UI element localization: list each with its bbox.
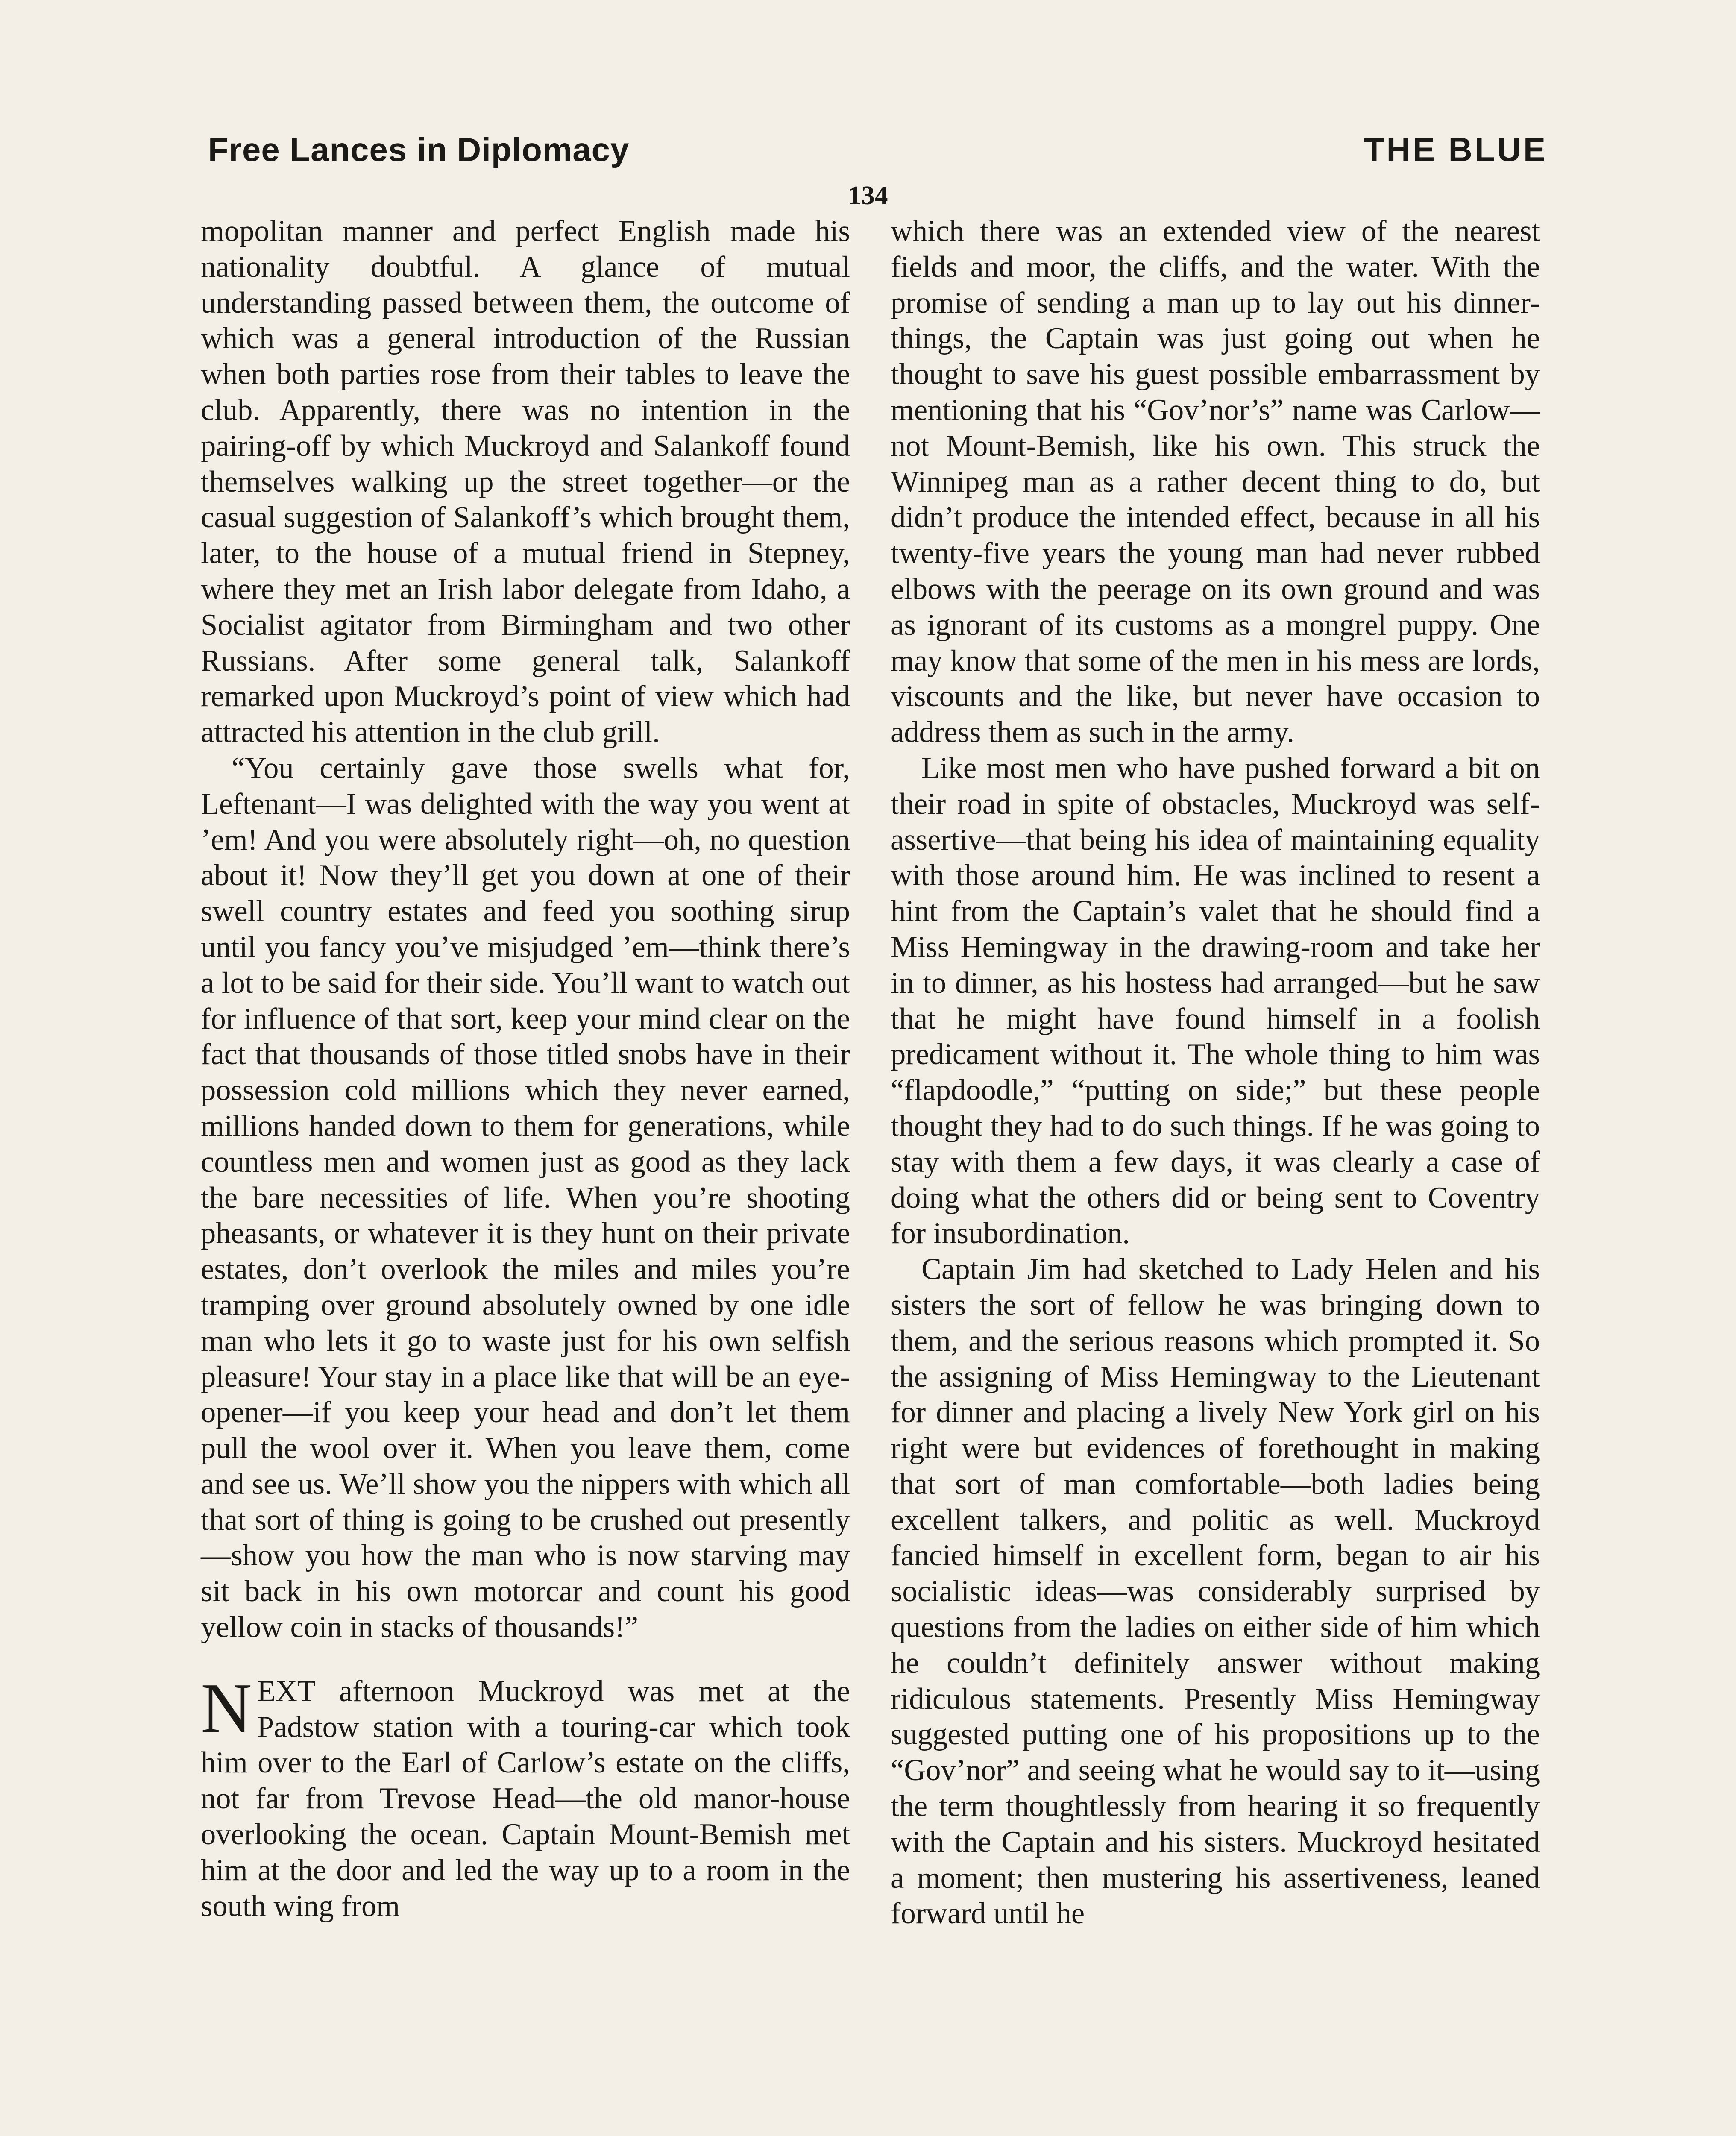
right-paragraph-3: Captain Jim had sketched to Lady Helen and his sisters the sort of fellow he was bringing down to them, and the serious reasons which prompted it. So the assigning of Miss Hemingway to the Lieutenant for dinner and placing a lively New York girl on his right were but evidences of forethought in making that sort of man comfortable—both ladies being excellent talkers, and politic as well. Muckroyd fancied himself in excellent form, began to air his socialistic ideas—was considerably surprised by questions from the ladies on either side of him which he couldn’t definitely answer without making ridiculous statements. Presently Miss Hemingway suggested putting one of his propositions up to the “Gov’nor” and seeing what he would say to it—using the term thoughtlessly from hearing it so frequently with the Captain and his sisters. Muckroyd hesitated a moment; then mustering his assertiveness, leaned forward until he (891, 1253, 1540, 1931)
left-column (201, 214, 850, 1924)
left-paragraph-3-text: afternoon Muckroyd was met at the Padstow station with a touring-car which took him over to the Earl of Carlow’s estate on the cliffs, not far from Trevose Head—the old manor-house overlooking the ocean. Captain Mount-Bemish met him at the door and led the way up to a room in the south wing from (201, 1674, 850, 1923)
left-paragraph-3 (201, 1668, 850, 1925)
page-number: 134 (848, 181, 888, 210)
small-caps-opening: EXT (257, 1674, 315, 1708)
right-column (891, 214, 1540, 1932)
drop-cap: N (201, 1668, 252, 1747)
left-paragraph-2: “You certainly gave those swells what for, Leftenant—I was delighted with the way you went at ’em! And you were absolutely right—oh, no question about it! Now they’ll get you down at one of their swell country estates and feed you soothing sirup until you fancy you’ve misjudged ’em—think there’s a lot to be said for their side. You’ll want to watch out for influence of that sort, keep your mind clear on the fact that thousands of those titled snobs have in their possession cold millions which they never earned, millions handed down to them for generations, while countless men and women just as good as they lack the bare necessities of life. When you’re shooting pheasants, or whatever it is they hunt on their private estates, don’t overlook the miles and miles you’re tramping over ground absolutely owned by one idle man who lets it go to waste just for his own selfish pleasure! Your stay in a place like that will be an eye-opener—if you keep your head and don’t let them pull the wool over it. When you leave them, come and see us. We’ll show you the nippers with which all that sort of thing is going to be crushed out presently—show you how the man who is now starving may sit back in his own motorcar and count his good yellow coin in stacks of thousands!” (201, 751, 850, 1644)
running-title: Free Lances in Diplomacy (208, 131, 630, 168)
right-paragraph-2: Like most men who have pushed forward a bit on their road in spite of obstacles, Muckroyd was self-assertive—that being his idea of maintaining equality with those around him. He was inclined to resent a hint from the Captain’s valet that he should find a Miss Hemingway in the drawing-room and take her in to dinner, as his hostess had arranged—but he saw that he might have found himself in a foolish predicament without it. The whole thing to him was “flapdoodle,” “putting on side;” but these people thought they had to do such things. If he was going to stay with them a few days, it was clearly a case of doing what the others did or being sent to Coventry for insubordination. (891, 751, 1540, 1250)
left-paragraph-1: mopolitan manner and perfect English made his nationality doubtful. A glance of mutual understanding passed between them, the outcome of which was a general introduction of the Russian when both parties rose from their tables to leave the club. Apparently, there was no intention in the pairing-off by which Muckroyd and Salankoff found themselves walking up the street together—or the casual suggestion of Salankoff’s which brought them, later, to the house of a mutual friend in Stepney, where they met an Irish labor delegate from Idaho, a Socialist agitator from Birmingham and two other Russians. After some general talk, Salankoff remarked upon Muckroyd’s point of view which had attracted his attention in the club grill. (201, 214, 850, 749)
page-header (0, 128, 1736, 179)
right-paragraph-1: which there was an extended view of the nearest fields and moor, the cliffs, and the water. With the promise of sending a man up to lay out his dinner-things, the Captain was just going out when he thought to save his guest possible embarrassment by mentioning that his “Gov’nor’s” name was Carlow—not Mount-Bemish, like his own. This struck the Winnipeg man as a rather decent thing to do, but didn’t produce the intended effect, because in all his twenty-five years the young man had never rubbed elbows with the peerage on its own ground and was as ignorant of its customs as a mongrel puppy. One may know that some of the men in his mess are lords, viscounts and the like, but never have occasion to address them as such in the army. (891, 214, 1540, 749)
magazine-name: THE BLUE (1364, 131, 1548, 168)
